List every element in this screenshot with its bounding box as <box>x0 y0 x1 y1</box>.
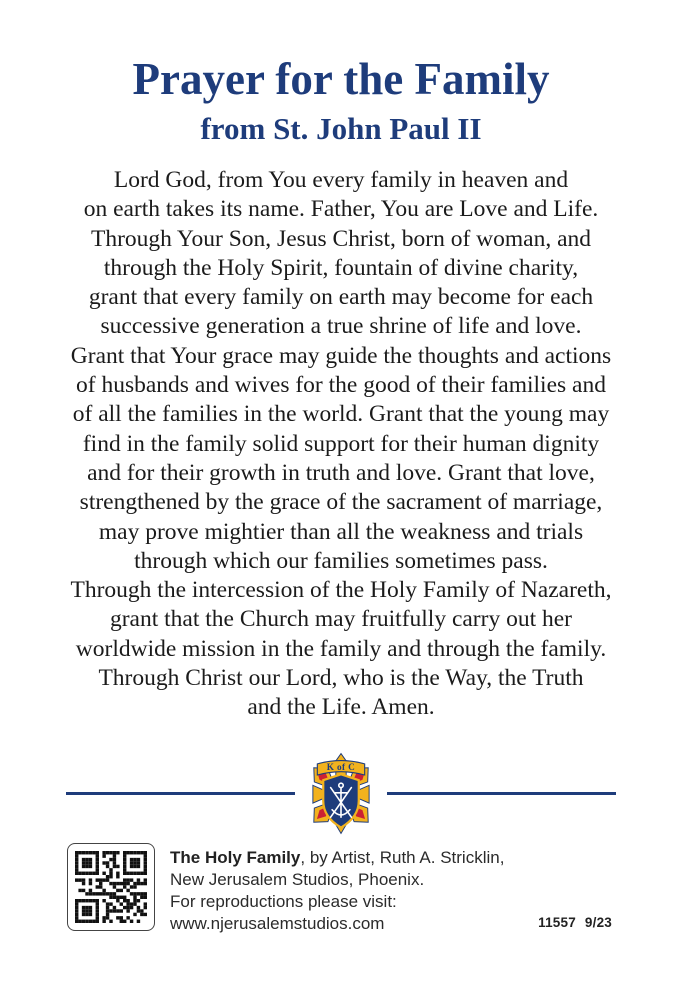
divider-line-left <box>66 792 295 795</box>
prayer-line: of all the families in the world. Grant that the young may <box>72 401 610 428</box>
artwork-credit: , by Artist, Ruth A. Stricklin, <box>300 847 505 867</box>
prayer-line: Grant that Your grace may guide the thoughts and actions <box>70 342 612 369</box>
prayer-line: on earth takes its name. Father, You are Love and Life. <box>83 196 599 223</box>
prayer-line: find in the family solid support for their human dignity <box>82 430 600 457</box>
prayer-line: through the Holy Spirit, fountain of divine charity, <box>103 254 579 281</box>
prayer-text <box>0 166 682 723</box>
prayer-line: and for their growth in truth and love. Grant that love, <box>87 459 595 486</box>
prayer-line: worldwide mission in the family and through the family. <box>75 635 607 662</box>
prayer-line: grant that every family on earth may become for each <box>88 284 594 311</box>
divider-line-right <box>387 792 616 795</box>
footer <box>0 843 682 1000</box>
prayer-line: Through Christ our Lord, who is the Way, the Truth <box>98 665 584 692</box>
item-number-value: 11557 <box>538 914 576 930</box>
prayer-line: through which our families sometimes pass. <box>134 547 548 574</box>
knights-of-columbus-emblem-icon <box>304 752 378 835</box>
prayer-line: Through the intercession of the Holy Family of Nazareth, <box>70 577 612 604</box>
prayer-line: may prove mightier than all the weakness and trials <box>98 518 584 545</box>
prayer-line: successive generation a true shrine of life and love. <box>100 313 582 340</box>
attribution-line-1 <box>170 847 504 869</box>
page-title: Prayer for the Family <box>132 54 550 104</box>
page-subtitle: from St. John Paul II <box>200 111 482 146</box>
prayer-line: and the Life. Amen. <box>247 694 435 721</box>
qr-code <box>67 843 155 931</box>
attribution-line-3: For reproductions please visit: <box>170 891 397 911</box>
artwork-title: The Holy Family <box>170 847 301 867</box>
attribution-url: www.njerusalemstudios.com <box>170 913 385 933</box>
prayer-line: of husbands and wives for the good of their families and <box>76 372 606 399</box>
attribution-text <box>170 847 504 935</box>
prayer-line: Through Your Son, Jesus Christ, born of woman, and <box>90 225 592 252</box>
qr-code-pattern-icon <box>75 851 147 923</box>
date-code: 9/23 <box>584 914 612 930</box>
prayer-line: Lord God, from You every family in heaven and <box>113 167 569 193</box>
item-number <box>538 915 612 930</box>
footer-divider <box>0 750 682 838</box>
kofc-banner-text: K of C <box>326 762 356 773</box>
attribution-line-2: New Jerusalem Studios, Phoenix. <box>170 869 425 889</box>
prayer-line: strengthened by the grace of the sacrament of marriage, <box>79 489 603 516</box>
prayer-line: grant that the Church may fruitfully carry out her <box>109 606 572 633</box>
